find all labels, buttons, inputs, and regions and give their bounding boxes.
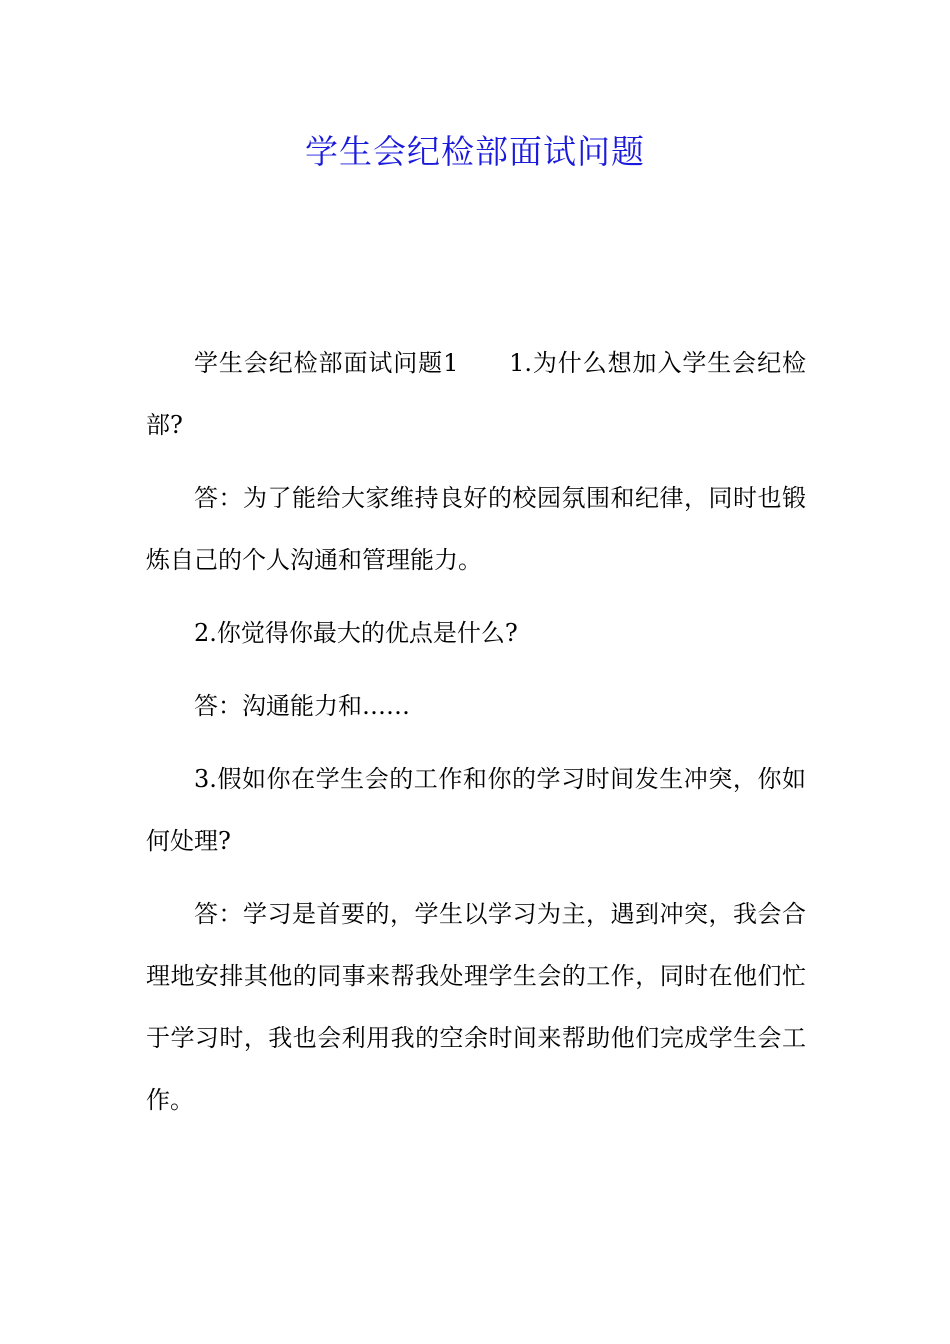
paragraph-question-2: 2.你觉得你最大的优点是什么?: [194, 619, 518, 647]
document-body: [146, 332, 806, 1142]
paragraph-answer-2: 答：沟通能力和……: [194, 692, 410, 720]
paragraph-answer-3: 答：学习是首要的，学生以学习为主，遇到冲突，我会合理地安排其他的同事来帮我处理学生会的工作，同时在他们忙于学习时，我也会利用我的空余时间来帮助他们完成学生会工作。: [146, 900, 806, 1114]
paragraph-answer-1: 答：为了能给大家维持良好的校园氛围和纪律，同时也锻炼自己的个人沟通和管理能力。: [146, 484, 806, 574]
paragraph-question-3: 3.假如你在学生会的工作和你的学习时间发生冲突，你如何处理?: [146, 765, 806, 855]
paragraph-question-1: 学生会纪检部面试问题1 1.为什么想加入学生会纪检部?: [146, 349, 806, 439]
document-title: 学生会纪检部面试问题: [305, 132, 645, 171]
